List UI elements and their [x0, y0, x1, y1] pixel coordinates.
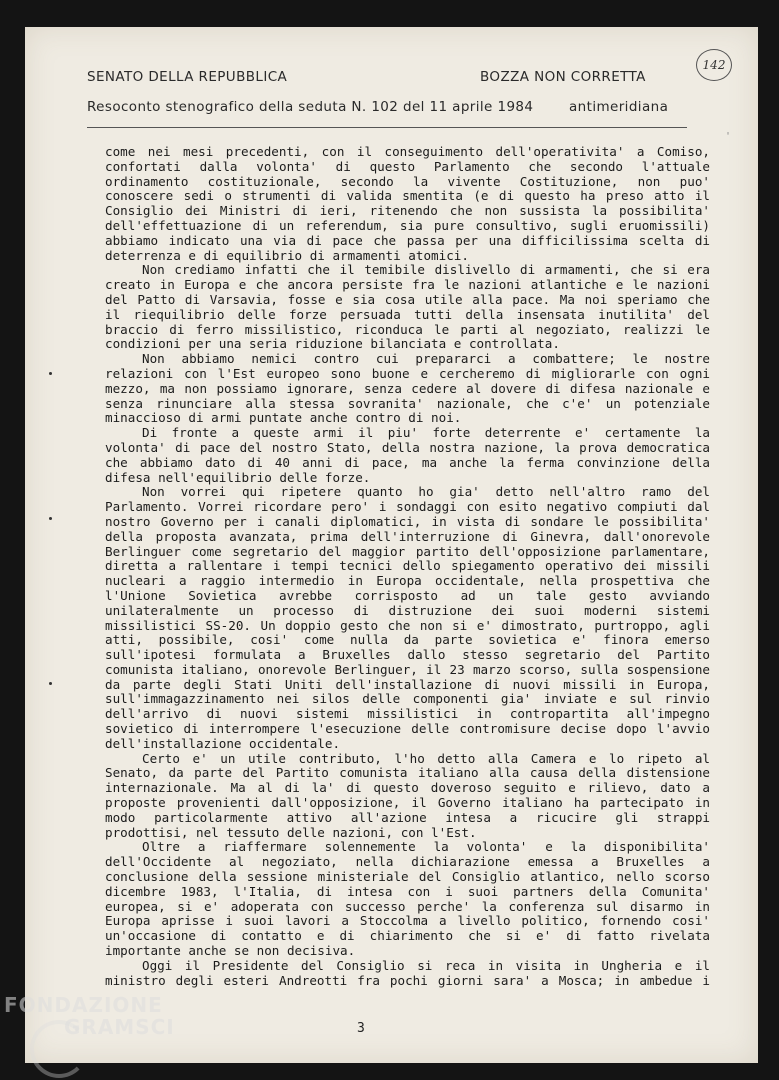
- text-line: Senato, da parte del Partito comunista italiano alla causa della distensione: [105, 765, 710, 781]
- page-number: 3: [357, 1021, 365, 1036]
- text-line: dell'Occidente al negoziato, nella dichiarazione emessa a Bruxelles a: [105, 854, 710, 870]
- institution-header: SENATO DELLA REPUBBLICA: [87, 69, 288, 85]
- text-line: missilistici SS-20. Un doppio gesto che non si e' dimostrato, purtroppo, agli: [105, 617, 710, 633]
- text-line: conclusione della sessione ministeriale del Consiglio atlantico, nello scorso: [105, 869, 710, 885]
- text-line: importante anche se non decisiva.: [105, 943, 356, 959]
- text-line: creato in Europa e che ancora persiste fra le nazioni atlantiche e le nazioni: [105, 277, 710, 293]
- text-line: Non abbiamo nemici contro cui prepararci a combattere; le nostre: [142, 351, 710, 367]
- text-line: modo particolarmente attivo all'azione intesa a ricucire gli strappi: [105, 809, 710, 825]
- watermark: [4, 994, 175, 1038]
- text-line: Di fronte a queste armi il piu' forte deterrente e' certamente la: [142, 425, 710, 441]
- text-line: del Patto di Varsavia, fosse e sia cosa utile alla pace. Ma noi speriamo che: [105, 291, 710, 307]
- document-page: [25, 27, 758, 1063]
- text-line: sull'immagazzinamento nei silos delle componenti gia' inviate e sul rinvio: [105, 691, 710, 707]
- text-line: ministro degli esteri Andreotti fra pochi giorni sara' a Mosca; in ambedue i: [105, 972, 710, 988]
- text-line: un'occasione di contatto e di chiarimento che si e' di fatto rivelata: [105, 928, 710, 944]
- text-line: Parlamento. Vorrei ricordare pero' i sondaggi con esito negativo compiuti dal: [105, 499, 710, 515]
- margin-mark: ': [725, 131, 732, 142]
- text-line: dicembre 1983, l'Italia, di intesa con i suoi partners della Comunita': [105, 883, 710, 899]
- text-line: Oltre a riaffermare solennemente la volonta' e la disponibilita': [142, 839, 710, 855]
- transcript-body: [105, 145, 710, 988]
- punch-hole-mark: [49, 682, 52, 685]
- text-line: Berlinguer come segretario del maggior partito dell'opposizione parlamentare,: [105, 543, 710, 559]
- text-line: Non crediamo infatti che il temibile dislivello di armamenti, che si era: [142, 262, 710, 278]
- text-line: relazioni con l'Est europeo sono buone e cercheremo di migliorarle con ogni: [105, 365, 710, 381]
- draft-status: BOZZA NON CORRETTA: [480, 69, 646, 85]
- text-line: comunista italiano, onorevole Berlinguer, il 23 marzo scorso, sulla sospensione: [105, 661, 710, 677]
- watermark-line2: GRAMSCI: [64, 1015, 175, 1039]
- text-line: sull'ipotesi formulata a Bruxelles dallo stesso segretario del Partito: [105, 647, 710, 663]
- text-line: conoscere sedi o strumenti di valida smentita (e di questo ha preso atto il: [105, 188, 710, 204]
- text-line: dell'effettuazione di un referendum, sia pure consultivo, sugli eruomissili): [105, 217, 710, 233]
- text-line: sovietico di interrompere l'esecuzione delle contromisure decise dopo l'avvio: [105, 721, 710, 737]
- text-line: nostro Governo per i canali diplomatici, in vista di sondare le possibilita': [105, 513, 710, 529]
- text-line: della proposta avanzata, prima dell'interruzione di Ginevra, dall'onorevole: [105, 528, 710, 544]
- text-line: abbiamo indicato una via di pace che passa per una difficilissima scelta di: [105, 232, 710, 248]
- text-line: mezzo, ma non possiamo ignorare, senza cedere al dovere di difesa nazionale e: [105, 380, 710, 396]
- text-line: confortati dalla volonta' di questo Parlamento che secondo l'attuale: [105, 158, 710, 174]
- header-rule: [87, 127, 687, 128]
- text-line: volonta' di pace del nostro Stato, della nostra nazione, la prova democratica: [105, 439, 710, 455]
- text-line: europea, si e' adoperata con successo perche' la conferenza sul disarmo in: [105, 898, 710, 914]
- text-line: da parte degli Stati Uniti dell'installazione di nuovi missili in Europa,: [105, 676, 710, 692]
- text-line: senza rinunciare alla stessa sovranita' nazionale, che c'e' un potenziale: [105, 395, 710, 411]
- handwritten-page-number: 142: [696, 49, 732, 81]
- text-line: il riequilibrio delle forze persuada tutti della insensata inutilita' del: [105, 306, 710, 322]
- text-line: minaccioso di armi puntate anche contro di noi.: [105, 410, 462, 426]
- text-line: difesa nell'equilibrio delle forze.: [105, 469, 371, 485]
- text-line: Europa aprisse i suoi lavori a Stoccolma a livello politico, fornendo cosi': [105, 913, 710, 929]
- watermark-line1: FONDAZIONE: [4, 993, 163, 1017]
- text-line: Consiglio dei Ministri di ieri, ritenendo che non sussista la possibilita': [105, 203, 710, 219]
- text-line: diretta a rallentare i tempi tecnici dello spiegamento operativo dei missili: [105, 558, 710, 574]
- text-line: atti, possibile, cosi' come nulla da parte sovietica e' finora emerso: [105, 632, 710, 648]
- punch-hole-mark: [49, 372, 52, 375]
- text-line: braccio di ferro missilistico, riconduca le parti al negoziato, realizzi le: [105, 321, 710, 337]
- foundation-logo-icon: [30, 1020, 88, 1078]
- session-info: Resoconto stenografico della seduta N. 102 del 11 aprile 1984: [87, 99, 534, 115]
- text-line: l'Unione Sovietica avrebbe corrisposto ad un tale gesto avviando: [105, 587, 710, 603]
- text-line: come nei mesi precedenti, con il conseguimento dell'operativita' a Comiso,: [105, 144, 710, 159]
- text-line: condizioni per una seria riduzione bilanciata e controllata.: [105, 336, 560, 352]
- text-line: prodottisi, nel tessuto delle nazioni, con l'Est.: [105, 824, 477, 840]
- text-line: dell'arrivo di nuovi sistemi missilistici in contropartita all'impegno: [105, 706, 710, 722]
- text-line: Non vorrei qui ripetere quanto ho gia' detto nell'altro ramo del: [142, 484, 710, 500]
- text-line: Oggi il Presidente del Consiglio si reca in visita in Ungheria e il: [142, 957, 710, 973]
- session-period: antimeridiana: [569, 99, 669, 115]
- punch-hole-mark: [49, 517, 52, 520]
- text-line: deterrenza e di equilibrio di armamenti atomici.: [105, 247, 469, 263]
- text-line: dell'installazione occidentale.: [105, 735, 341, 751]
- text-line: internazionale. Ma al di la' di questo doveroso seguito e rilievo, dato a: [105, 780, 710, 796]
- text-line: nucleari a raggio intermedio in Europa occidentale, nella prospettiva che: [105, 573, 710, 589]
- text-line: Certo e' un utile contributo, l'ho detto alla Camera e lo ripeto al: [142, 750, 710, 766]
- text-line: proposte provenienti dall'opposizione, il Governo italiano ha partecipato in: [105, 795, 710, 811]
- text-line: unilateralmente un processo di distruzione dei suoi moderni sistemi: [105, 602, 710, 618]
- text-line: che abbiamo dato di 40 anni di pace, ma anche la ferma convinzione della: [105, 454, 710, 470]
- text-line: ordinamento costituzionale, secondo la vivente Costituzione, non puo': [105, 173, 710, 189]
